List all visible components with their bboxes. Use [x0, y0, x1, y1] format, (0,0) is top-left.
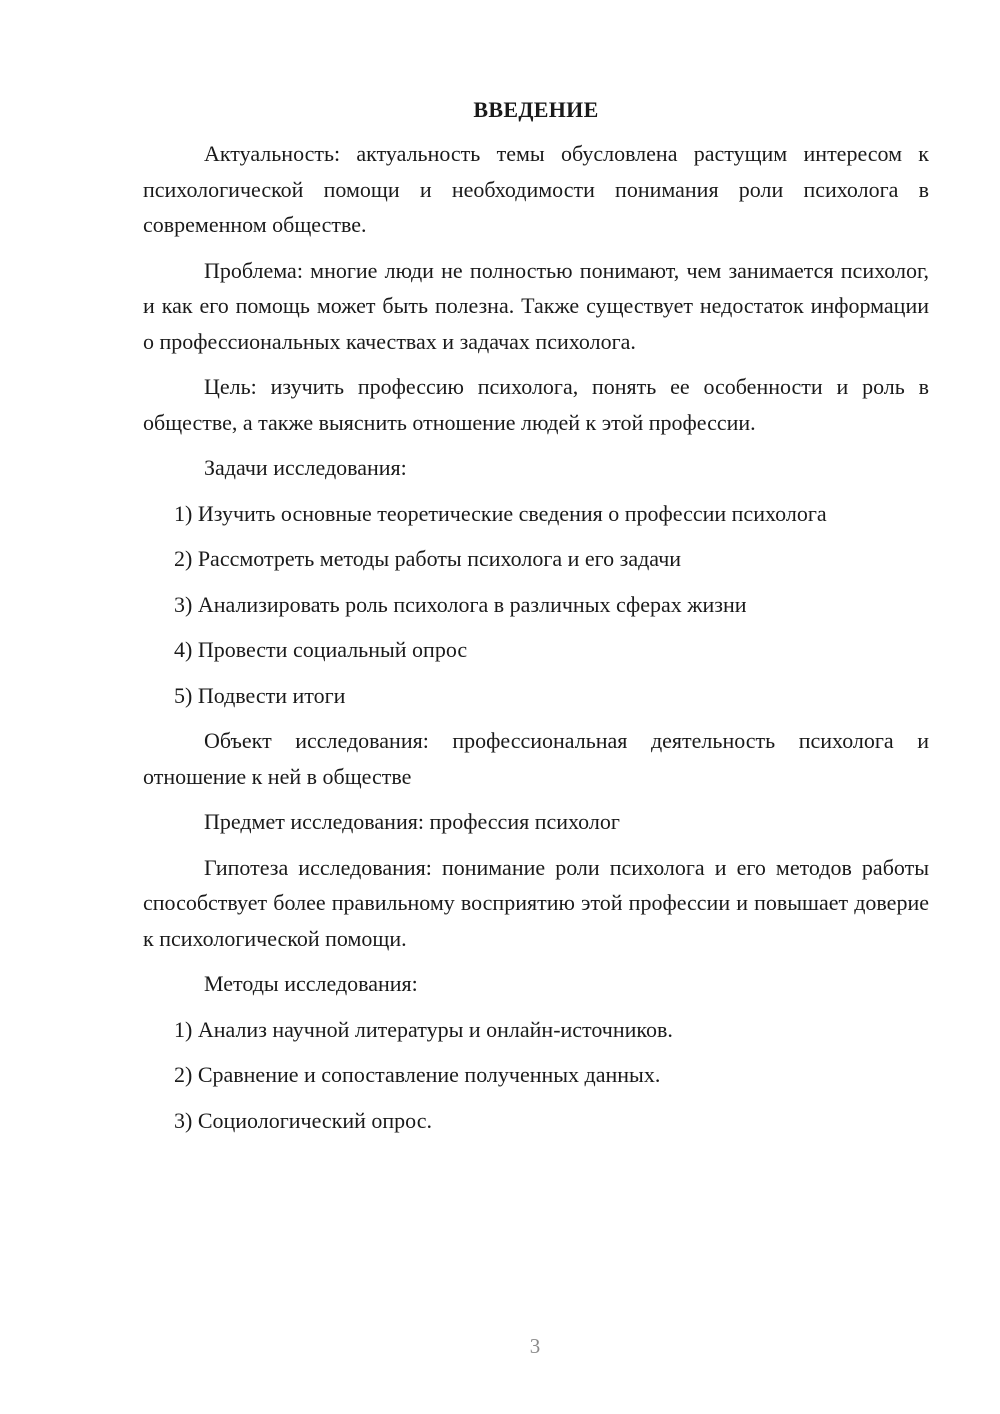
list-item: 1) Изучить основные теоретические сведения о профессии психолога — [174, 500, 827, 526]
subject-paragraph: Предмет исследования: профессия психолог — [204, 809, 620, 834]
object-paragraph: Объект исследования: профессиональная деятельность психолога и отношение к ней в обществе — [143, 728, 929, 789]
tasks-heading: Задачи исследования: — [204, 455, 407, 480]
list-item: 3) Анализировать роль психолога в различных сферах жизни — [174, 591, 747, 617]
hypothesis-paragraph: Гипотеза исследования: понимание роли психолога и его методов работы способствует более правильному восприятию этой профессии и повышает доверие к психологической помощи. — [143, 854, 929, 951]
list-item: 3) Социологический опрос. — [174, 1107, 432, 1133]
list-item: 4) Провести социальный опрос — [174, 637, 468, 662]
document-heading: ВВЕДЕНИЕ — [473, 97, 599, 122]
page-number: 3 — [529, 1334, 541, 1358]
tasks-list — [143, 496, 929, 714]
list-item: 1) Анализ научной литературы и онлайн-источников. — [174, 1016, 673, 1042]
relevance-paragraph: Актуальность: актуальность темы обусловлена растущим интересом к психологической помощи и необходимости понимания роли психолога в современном обществе. — [143, 141, 929, 237]
document-page — [143, 92, 929, 1148]
list-item: 5) Подвести итоги — [174, 682, 346, 708]
list-item: 2) Сравнение и сопоставление полученных данных. — [174, 1062, 661, 1087]
list-item: 2) Рассмотреть методы работы психолога и его задачи — [174, 546, 682, 571]
methods-list — [143, 1012, 929, 1139]
methods-heading: Методы исследования: — [204, 971, 418, 996]
goal-paragraph: Цель: изучить профессию психолога, понять ее особенности и роль в обществе, а также выяснить отношение людей к этой профессии. — [143, 374, 929, 435]
problem-paragraph: Проблема: многие люди не полностью понимают, чем занимается психолог, и как его помощь может быть полезна. Также существует недостаток информации о профессиональных качествах и задачах психолога. — [143, 257, 929, 354]
